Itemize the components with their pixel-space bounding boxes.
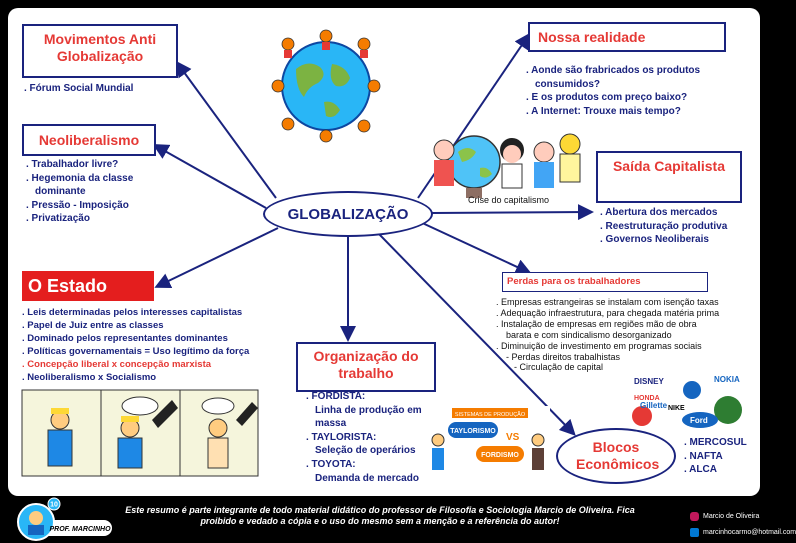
saida-box — [596, 151, 742, 203]
perdas-box — [502, 272, 708, 292]
instagram-icon — [690, 512, 699, 521]
list-item: - Circulação de capital — [514, 362, 604, 373]
brand-label: NOKIA — [714, 375, 740, 384]
footer-notice: Este resumo é parte integrante de todo material didático do professor de Filosofia e Sociologia Marcio de Oliveira. Fica proibido e vedado a cópia e o uso do mesmo sem a menção e a referência do autor! — [125, 505, 635, 526]
brand-label: Ford — [690, 416, 708, 425]
list-item: . Governos Neoliberais — [600, 234, 709, 246]
realidade-box — [528, 22, 726, 52]
list-item: . NAFTA — [684, 450, 723, 462]
brand-label: HONDA — [634, 395, 660, 402]
list-item: . Adequação infraestrutura, para chegada matéria prima — [496, 307, 720, 318]
realidade-title: Nossa realidade — [538, 29, 646, 45]
instagram-contact[interactable] — [690, 512, 759, 521]
list-item: Seleção de operários — [315, 445, 416, 457]
perdas-list — [496, 297, 719, 373]
list-item: . TOYOTA: — [306, 458, 356, 470]
movimentos-box — [22, 24, 178, 78]
list-item: . MERCOSUL — [684, 437, 747, 448]
instagram-handle: Marcio de Oliveira — [703, 513, 760, 520]
movimentos-title: Movimentos Anti Globalização — [43, 31, 157, 64]
list-item: . ALCA — [684, 464, 717, 476]
email-address: marcinhocarmo@hotmail.com — [703, 529, 796, 536]
worker-comic-strip — [22, 390, 258, 476]
estado-list — [22, 306, 249, 384]
badge-number: 10 — [50, 501, 58, 509]
central-concept — [263, 191, 433, 237]
neoliberalismo-list — [26, 158, 133, 226]
fordismo-label: FORDISMO — [481, 452, 519, 459]
blocos-node — [556, 428, 676, 484]
list-item: . Pressão - Imposição — [26, 199, 129, 211]
blocos-list — [684, 436, 747, 477]
brand-label: DISNEY — [634, 377, 664, 386]
email-icon — [690, 528, 699, 537]
list-item: . Fórum Social Mundial — [24, 83, 134, 94]
organizacao-box — [296, 342, 436, 392]
mafalda-globe-illustration — [426, 120, 586, 202]
saida-title: Saída Capitalista — [612, 158, 726, 174]
connector-movimentos — [178, 64, 276, 198]
connector-perdas — [418, 221, 528, 272]
list-item: Demanda de mercado — [315, 472, 419, 484]
list-item: . Hegemonia da classe — [26, 172, 134, 184]
author-badge — [16, 498, 116, 542]
list-item: . Instalação de empresas em regiões mão de obra — [496, 318, 697, 329]
list-item: Linha de produção em — [315, 404, 422, 416]
list-item: - Perdas direitos trabalhistas — [506, 351, 621, 362]
list-item: . Dominado pelos representantes dominantes — [22, 333, 228, 344]
badge-label: PROF. MARCINHO — [49, 526, 111, 533]
brand-label: NIKE — [668, 405, 685, 412]
movimentos-list — [24, 82, 133, 96]
organizacao-title: Organização do trabalho — [313, 348, 419, 381]
crise-caption: Crise do capitalismo — [468, 195, 550, 205]
list-item: . A Internet: Trouxe mais tempo? — [526, 105, 681, 117]
list-item: . TAYLORISTA: — [306, 431, 377, 443]
list-item: . Empresas estrangeiras se instalam com isenção taxas — [496, 297, 719, 307]
list-item: massa — [315, 418, 347, 430]
central-concept-label: GLOBALIZAÇÃO — [287, 205, 409, 223]
list-item: . Políticas governamentais = Uso legítimo da força — [22, 346, 250, 357]
list-item: . Neoliberalismo x Socialismo — [22, 372, 157, 383]
neoliberalismo-title: Neoliberalismo — [38, 132, 140, 148]
list-item: . Diminuição de investimento em programas sociais — [496, 340, 702, 351]
list-item: . Papel de Juiz entre as classes — [22, 320, 164, 331]
connector-neoliberalismo — [156, 146, 266, 208]
list-item: consumidos? — [535, 78, 601, 90]
list-item: . FORDISTA: — [306, 391, 366, 402]
footer — [0, 496, 796, 543]
perdas-title: Perdas para os trabalhadores — [507, 276, 641, 287]
blocos-title: Blocos Econômicos — [576, 439, 660, 472]
brand-label: Gillette — [640, 401, 668, 410]
list-item: . Aonde são frabricados os produtos — [526, 65, 701, 76]
banner-label: SISTEMAS DE PRODUÇÃO — [454, 412, 526, 418]
neoliberalismo-box — [22, 124, 156, 156]
connector-saida — [432, 212, 590, 213]
vs-label: VS — [506, 432, 520, 443]
connector-estado — [158, 228, 278, 286]
list-item: . Concepção liberal x concepção marxista — [22, 359, 212, 370]
list-item: . Trabalhador livre? — [26, 159, 119, 170]
mind-map-board — [8, 8, 760, 496]
estado-title: O Estado — [22, 271, 154, 301]
list-item: . Reestruturação produtiva — [600, 220, 728, 232]
taylorismo-fordismo-illustration — [428, 406, 550, 476]
list-item: . E os produtos com preço baixo? — [526, 92, 688, 104]
list-item: . Abertura dos mercados — [600, 207, 718, 218]
globe-children-illustration — [266, 24, 386, 144]
list-item: . Leis determinadas pelos interesses capitalistas — [22, 307, 243, 318]
list-item: . Privatização — [26, 213, 90, 225]
taylorismo-label: TAYLORISMO — [450, 428, 496, 435]
list-item: barata e com sindicalismo desorganizado — [506, 329, 672, 340]
brands-collage — [630, 370, 754, 432]
list-item: dominante — [35, 186, 86, 198]
realidade-list — [526, 64, 700, 118]
saida-list — [600, 206, 727, 247]
email-contact[interactable] — [690, 528, 796, 537]
organizacao-list — [306, 390, 422, 485]
